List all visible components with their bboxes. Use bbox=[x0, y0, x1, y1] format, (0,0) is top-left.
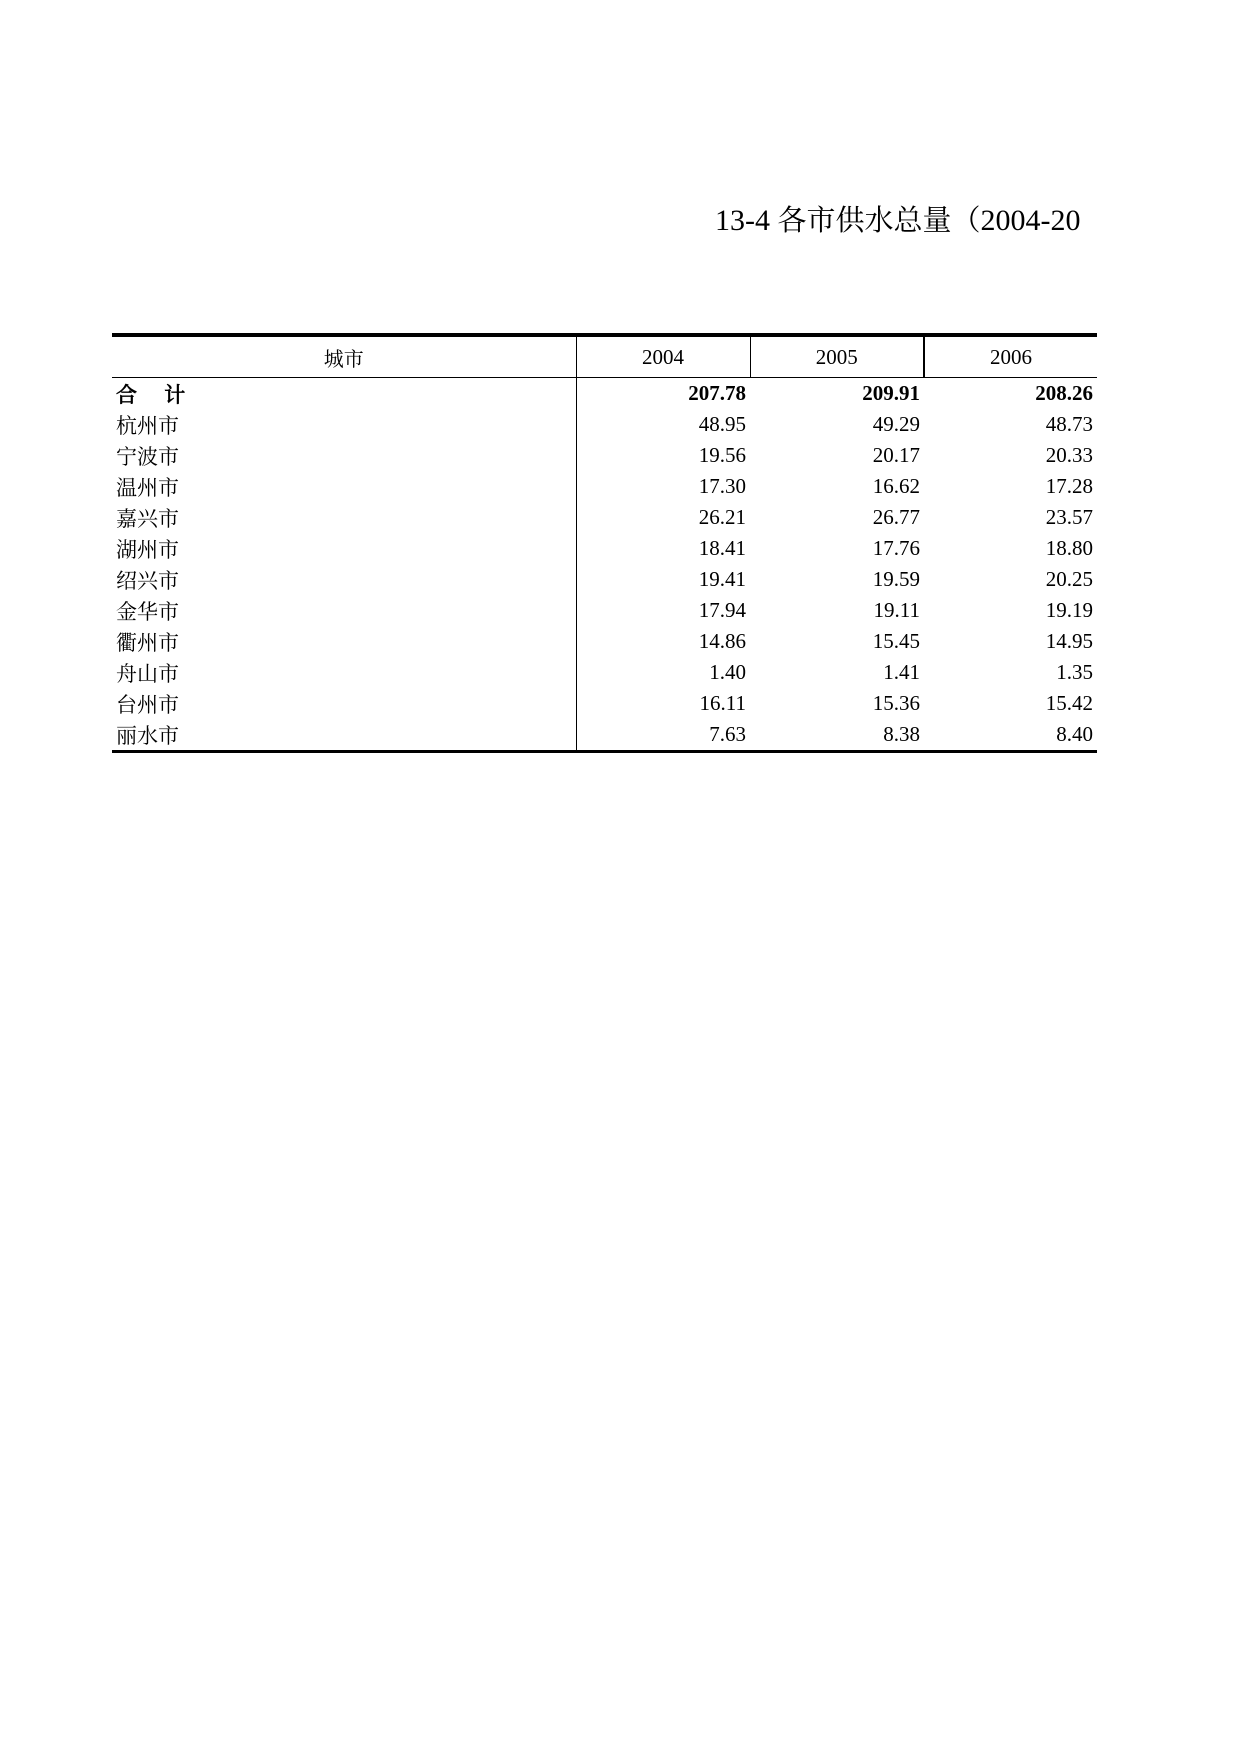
header-year-2004: 2004 bbox=[576, 335, 750, 378]
title-years: 2004-20 bbox=[980, 204, 1081, 237]
table-row bbox=[112, 657, 1097, 688]
row-name: 衢州市 bbox=[112, 626, 576, 657]
row-name: 舟山市 bbox=[112, 657, 576, 688]
cell-2006: 20.33 bbox=[1045, 443, 1093, 467]
cell-2005: 15.36 bbox=[872, 691, 920, 715]
cell-2005: 26.77 bbox=[872, 505, 920, 529]
cell-2006: 8.40 bbox=[924, 719, 1097, 752]
row-name: 宁波市 bbox=[112, 440, 576, 471]
cell-2005: 15.45 bbox=[872, 629, 920, 653]
table-row bbox=[112, 409, 1097, 440]
cell-2004: 26.21 bbox=[698, 505, 746, 529]
cell-2006: 208.26 bbox=[1035, 381, 1093, 405]
table-row-total bbox=[112, 378, 1097, 410]
cell-2005: 20.17 bbox=[872, 443, 920, 467]
cell-2006: 18.80 bbox=[1045, 536, 1093, 560]
table-row bbox=[112, 595, 1097, 626]
cell-2005: 19.59 bbox=[872, 567, 920, 591]
table-row bbox=[112, 564, 1097, 595]
header-year-2005: 2005 bbox=[750, 335, 924, 378]
header-city: 城市 bbox=[112, 335, 576, 378]
cell-2004: 19.41 bbox=[698, 567, 746, 591]
row-name: 绍兴市 bbox=[112, 564, 576, 595]
water-supply-table bbox=[112, 333, 1097, 753]
cell-2006: 20.25 bbox=[1045, 567, 1093, 591]
row-name: 温州市 bbox=[112, 471, 576, 502]
cell-2004: 1.40 bbox=[709, 660, 746, 684]
cell-2004: 14.86 bbox=[698, 629, 746, 653]
cell-2004: 17.94 bbox=[698, 598, 746, 622]
cell-2004: 17.30 bbox=[698, 474, 746, 498]
cell-2006: 1.35 bbox=[1056, 660, 1093, 684]
cell-2005: 8.38 bbox=[750, 719, 924, 752]
cell-2005: 49.29 bbox=[872, 412, 920, 436]
page-title bbox=[600, 196, 1097, 246]
cell-2004: 7.63 bbox=[576, 719, 750, 752]
cell-2004: 48.95 bbox=[698, 412, 746, 436]
cell-2005: 16.62 bbox=[872, 474, 920, 498]
table-row bbox=[112, 471, 1097, 502]
row-name: 台州市 bbox=[112, 688, 576, 719]
cell-2004: 207.78 bbox=[688, 381, 746, 405]
row-name: 嘉兴市 bbox=[112, 502, 576, 533]
table-row bbox=[112, 688, 1097, 719]
row-name: 丽水市 bbox=[112, 719, 576, 752]
row-name: 湖州市 bbox=[112, 533, 576, 564]
table-row bbox=[112, 502, 1097, 533]
header-year-2006: 2006 bbox=[924, 335, 1097, 378]
cell-2004: 18.41 bbox=[698, 536, 746, 560]
row-name: 金华市 bbox=[112, 595, 576, 626]
cell-2005: 19.11 bbox=[873, 598, 920, 622]
table-row bbox=[112, 533, 1097, 564]
cell-2006: 48.73 bbox=[1045, 412, 1093, 436]
cell-2006: 19.19 bbox=[1045, 598, 1093, 622]
cell-2006: 15.42 bbox=[1045, 691, 1093, 715]
cell-2005: 1.41 bbox=[883, 660, 920, 684]
table-row bbox=[112, 440, 1097, 471]
cell-2006: 17.28 bbox=[1045, 474, 1093, 498]
title-prefix: 13-4 bbox=[715, 204, 778, 237]
cell-2006: 23.57 bbox=[1045, 505, 1093, 529]
cell-2005: 209.91 bbox=[862, 381, 920, 405]
table-row bbox=[112, 626, 1097, 657]
cell-2005: 17.76 bbox=[872, 536, 920, 560]
row-name: 合 计 bbox=[112, 378, 576, 410]
cell-2004: 16.11 bbox=[699, 691, 746, 715]
title-main: 各市供水总量（ bbox=[777, 203, 981, 237]
row-name: 杭州市 bbox=[112, 409, 576, 440]
cell-2006: 14.95 bbox=[1045, 629, 1093, 653]
page-title-text bbox=[715, 202, 1081, 239]
table-header-row bbox=[112, 335, 1097, 378]
cell-2004: 19.56 bbox=[698, 443, 746, 467]
table-row bbox=[112, 719, 1097, 752]
